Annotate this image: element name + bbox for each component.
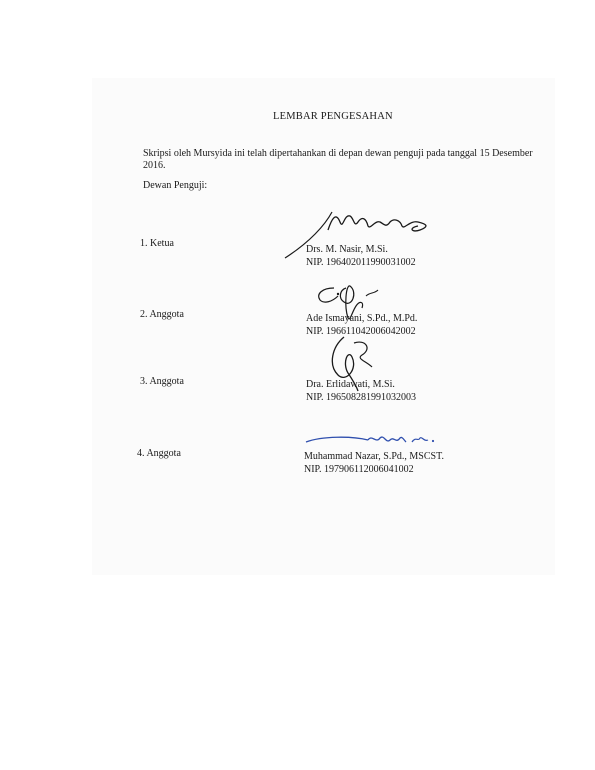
signature-1 — [280, 200, 450, 265]
page-title: LEMBAR PENGESAHAN — [273, 111, 393, 122]
examiner-role-4: 4. Anggota — [137, 448, 181, 459]
signature-4 — [302, 430, 442, 452]
examiners-label: Dewan Penguji: — [143, 180, 208, 191]
examiner-name-1: Drs. M. Nasir, M.Si. — [306, 244, 388, 255]
examiner-nip-2: NIP. 196611042006042002 — [306, 326, 416, 337]
examiner-nip-3: NIP. 196508281991032003 — [306, 392, 417, 403]
examiner-role-2: 2. Anggota — [140, 309, 184, 320]
signature-2 — [312, 282, 392, 332]
examiner-name-4: Muhammad Nazar, S.Pd., MSCST. — [304, 451, 444, 462]
examiner-role-3: 3. Anggota — [140, 376, 184, 387]
examiner-role-1: 1. Ketua — [140, 238, 174, 249]
examiner-nip-4: NIP. 197906112006041002 — [304, 464, 414, 475]
examiner-name-3: Dra. Erlidawati, M.Si. — [306, 379, 395, 390]
examiner-nip-1: NIP. 196402011990031002 — [306, 257, 416, 268]
approval-statement: Skripsi oleh Mursyida ini telah dipertahankan di depan dewan penguji pada tanggal 15 Desember 2016. — [143, 148, 533, 171]
examiner-name-2: Ade Ismayani, S.Pd., M.Pd. — [306, 313, 418, 324]
signature-3 — [322, 333, 392, 395]
